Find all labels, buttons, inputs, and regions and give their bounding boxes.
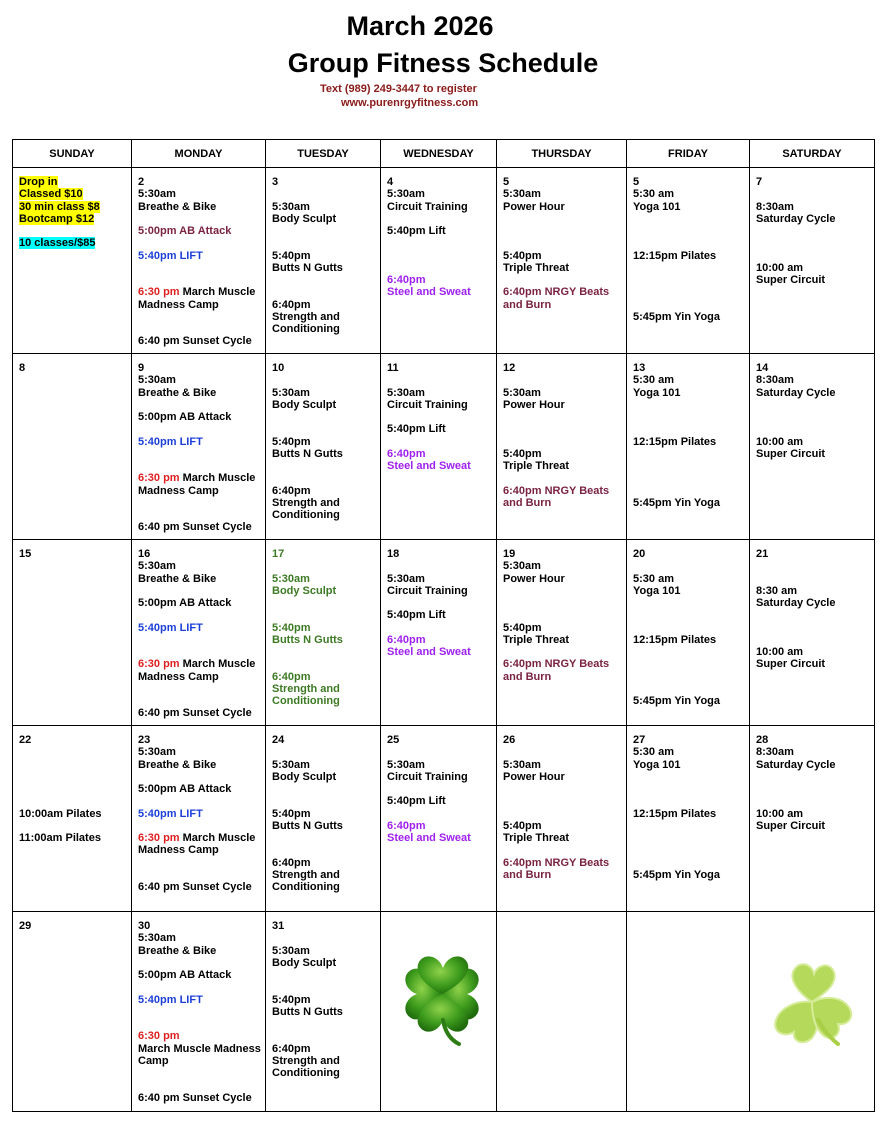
page-title-month: March 2026 [346, 11, 494, 41]
class-name: Breathe & Bike [138, 759, 217, 771]
class-time: 6:40pm [272, 485, 311, 497]
class-entry: 11:00am Pilates [19, 832, 101, 844]
class-time: 5:30am [272, 945, 310, 957]
day-number: 4 [387, 176, 394, 188]
day-header-thursday: THURSDAY [497, 140, 627, 168]
day-number: 27 [633, 734, 646, 746]
day-cell-sunday [13, 540, 132, 726]
class-time: 10:00 am [756, 262, 804, 274]
class-time: 8:30 am [756, 585, 797, 597]
class-name: Saturday Cycle [756, 759, 836, 771]
class-name: Conditioning [272, 1067, 340, 1079]
class-name: Conditioning [272, 695, 340, 707]
class-time: 5:30am [272, 573, 310, 585]
day-cell-thursday [497, 540, 627, 726]
class-name: Steel and Sweat [387, 646, 471, 658]
class-time: 5:30am [387, 188, 425, 200]
day-number: 14 [756, 362, 769, 374]
day-cell-wednesday [381, 168, 497, 354]
shamrock-icon [766, 958, 858, 1048]
class-time: 5:40pm [272, 994, 311, 1006]
class-name: Body Sculpt [272, 585, 337, 597]
class-time: 5:40pm [272, 250, 311, 262]
class-time: 6:40pm [272, 671, 311, 683]
class-name: Conditioning [272, 323, 340, 335]
class-name: Circuit Training [387, 771, 468, 783]
schedule-calendar [12, 139, 875, 1112]
day-cell-friday [627, 540, 750, 726]
class-name: Butts N Gutts [272, 634, 343, 646]
day-cell-wednesday [381, 726, 497, 912]
day-number: 26 [503, 734, 516, 746]
week-row [13, 912, 875, 1112]
class-time: 5:30am [138, 932, 176, 944]
day-number: 5 [503, 176, 510, 188]
day-number: 29 [19, 920, 32, 932]
class-time: 5:30 am [633, 374, 674, 386]
class-time: 5:30am [503, 759, 541, 771]
class-name: Butts N Gutts [272, 820, 343, 832]
class-name: Triple Threat [503, 262, 570, 274]
class-time: 10:00 am [756, 436, 804, 448]
day-cell-friday [627, 726, 750, 912]
class-name: Strength and [272, 869, 340, 881]
day-number: 5 [633, 176, 640, 188]
day-cell-wednesday [381, 540, 497, 726]
day-cell-wednesday [381, 354, 497, 540]
class-time: 6:40pm [387, 448, 426, 460]
day-header-monday: MONDAY [132, 140, 266, 168]
class-entry: 5:40pm LIFT [138, 436, 203, 448]
class-entry: 5:45pm Yin Yoga [633, 695, 721, 707]
class-name: Steel and Sweat [387, 832, 471, 844]
class-entry: 6:40 pm Sunset Cycle [138, 881, 252, 893]
class-time: 5:40pm [272, 436, 311, 448]
day-number: 10 [272, 362, 285, 374]
class-entry: 6:30 pm March Muscle [138, 658, 256, 670]
class-time: 6:40pm [387, 274, 426, 286]
day-cell-sunday [13, 912, 132, 1112]
day-number: 30 [138, 920, 151, 932]
class-entry: 6:30 pm March Muscle [138, 832, 256, 844]
class-name: Saturday Cycle [756, 597, 836, 609]
class-entry: 5:45pm Yin Yoga [633, 869, 721, 881]
class-time: 5:30 am [633, 746, 674, 758]
day-cell-tuesday [266, 912, 381, 1112]
class-entry: 5:45pm Yin Yoga [633, 311, 721, 323]
day-number: 17 [272, 548, 285, 560]
class-name: Triple Threat [503, 634, 570, 646]
price-30-min: 30 min class $8 [19, 200, 100, 213]
day-cell-saturday [750, 540, 875, 726]
day-number: 22 [19, 734, 32, 746]
class-name: Circuit Training [387, 399, 468, 411]
day-number: 31 [272, 920, 285, 932]
price-bootcamp: Bootcamp $12 [19, 213, 95, 226]
day-number: 21 [756, 548, 769, 560]
day-number: 2 [138, 176, 145, 188]
class-name: and Burn [503, 497, 552, 509]
class-time: 5:40pm [272, 622, 311, 634]
class-name: Power Hour [503, 201, 565, 213]
class-entry: 6:30 pm March Muscle [138, 286, 256, 298]
day-number: 16 [138, 548, 151, 560]
class-entry: 6:40pm NRGY Beats [503, 286, 610, 298]
class-time: 8:30am [756, 374, 794, 386]
class-name: Yoga 101 [633, 585, 681, 597]
class-time: 5:40pm [272, 808, 311, 820]
class-entry: 6:40pm NRGY Beats [503, 485, 610, 497]
class-name: Breathe & Bike [138, 945, 217, 957]
class-time: 5:40pm [503, 622, 542, 634]
class-entry: 5:40pm Lift [387, 225, 446, 237]
class-time: 5:40pm [503, 820, 542, 832]
class-name: and Burn [503, 299, 552, 311]
class-time: 5:30am [503, 387, 541, 399]
class-name: Triple Threat [503, 832, 570, 844]
class-time: 5:30am [387, 387, 425, 399]
day-cell-thursday [497, 726, 627, 912]
day-cell-monday [132, 168, 266, 354]
class-time: 5:30am [138, 746, 176, 758]
class-time: 5:30am [503, 188, 541, 200]
price-10-classes: 10 classes/$85 [19, 237, 96, 249]
class-name: Camp [138, 1055, 169, 1067]
class-time: 6:30 pm [138, 1030, 180, 1042]
week-row [13, 540, 875, 726]
day-cell-saturday [750, 726, 875, 912]
class-entry: 12:15pm Pilates [633, 808, 717, 820]
class-entry: 6:40 pm Sunset Cycle [138, 521, 252, 533]
day-cell-sunday [13, 168, 132, 354]
class-entry: 5:40pm LIFT [138, 622, 203, 634]
class-name: Conditioning [272, 881, 340, 893]
weekday-header-row [13, 140, 875, 168]
day-number: 13 [633, 362, 646, 374]
class-entry: 5:40pm Lift [387, 609, 446, 621]
class-name: Super Circuit [756, 274, 826, 286]
class-name: Conditioning [272, 509, 340, 521]
price-drop-in: Drop in [19, 176, 58, 188]
class-name: Strength and [272, 497, 340, 509]
class-name: Triple Threat [503, 460, 570, 472]
day-number: 11 [387, 362, 399, 374]
four-leaf-clover-icon [399, 950, 485, 1050]
class-entry: 5:40pm LIFT [138, 250, 203, 262]
class-name: Yoga 101 [633, 201, 681, 213]
class-name: Steel and Sweat [387, 460, 471, 472]
class-time: 5:30am [138, 374, 176, 386]
class-entry: 5:40pm LIFT [138, 808, 203, 820]
day-cell-monday [132, 354, 266, 540]
class-entry: 6:30 pm March Muscle [138, 472, 256, 484]
day-cell-tuesday [266, 540, 381, 726]
class-name: Breathe & Bike [138, 573, 217, 585]
class-time: 5:30am [138, 560, 176, 572]
class-name: Strength and [272, 311, 340, 323]
class-time: 6:40pm [272, 299, 311, 311]
day-number: 9 [138, 362, 145, 374]
day-number: 28 [756, 734, 769, 746]
class-entry: 5:45pm Yin Yoga [633, 497, 721, 509]
class-time: 5:30 am [633, 188, 674, 200]
class-time: 6:40pm [272, 857, 311, 869]
day-cell-tuesday [266, 354, 381, 540]
class-entry: 5:00pm AB Attack [138, 783, 232, 795]
day-cell-saturday [750, 168, 875, 354]
day-number: 25 [387, 734, 400, 746]
class-name: Super Circuit [756, 448, 826, 460]
day-header-saturday: SATURDAY [750, 140, 875, 168]
class-entry: 6:40pm NRGY Beats [503, 658, 610, 670]
class-name: Power Hour [503, 771, 565, 783]
class-entry: 6:40pm NRGY Beats [503, 857, 610, 869]
day-cell-friday [627, 912, 750, 1112]
class-time: 8:30am [756, 746, 794, 758]
class-name: Madness Camp [138, 485, 219, 497]
class-name: Body Sculpt [272, 399, 337, 411]
class-name: Body Sculpt [272, 771, 337, 783]
class-entry: 5:00pm AB Attack [138, 411, 232, 423]
day-cell-monday [132, 912, 266, 1112]
day-cell-wednesday [381, 912, 497, 1112]
day-cell-monday [132, 726, 266, 912]
class-name: Body Sculpt [272, 213, 337, 225]
class-time: 5:30am [387, 573, 425, 585]
day-cell-sunday [13, 726, 132, 912]
class-name: Breathe & Bike [138, 201, 217, 213]
day-number: 8 [19, 362, 26, 374]
class-name: Strength and [272, 683, 340, 695]
class-name: Circuit Training [387, 201, 468, 213]
class-name: Breathe & Bike [138, 387, 217, 399]
class-name: Yoga 101 [633, 759, 681, 771]
day-number: 15 [19, 548, 32, 560]
class-time: 5:30am [503, 560, 541, 572]
class-name: and Burn [503, 671, 552, 683]
day-header-sunday: SUNDAY [13, 140, 132, 168]
class-time: 5:40pm [503, 448, 542, 460]
class-entry: 5:00pm AB Attack [138, 225, 232, 237]
day-cell-thursday [497, 912, 627, 1112]
class-time: 5:30am [272, 759, 310, 771]
class-time: 6:40pm [272, 1043, 311, 1055]
class-entry: 12:15pm Pilates [633, 634, 717, 646]
class-time: 10:00 am [756, 646, 804, 658]
week-row [13, 726, 875, 912]
class-time: 6:40pm [387, 634, 426, 646]
class-name: Yoga 101 [633, 387, 681, 399]
day-header-wednesday: WEDNESDAY [381, 140, 497, 168]
class-name: and Burn [503, 869, 552, 881]
class-entry: 6:40 pm Sunset Cycle [138, 1092, 252, 1104]
day-cell-sunday [13, 354, 132, 540]
pricing-block [19, 176, 128, 226]
class-name: Body Sculpt [272, 957, 337, 969]
class-entry: 5:00pm AB Attack [138, 969, 232, 981]
day-cell-tuesday [266, 726, 381, 912]
price-class: Classed $10 [19, 188, 83, 201]
day-cell-saturday [750, 354, 875, 540]
class-name: Madness Camp [138, 671, 219, 683]
class-time: 5:30am [138, 188, 176, 200]
day-header-tuesday: TUESDAY [266, 140, 381, 168]
register-text: Text (989) 249-3447 to register [320, 83, 477, 95]
class-entry: 12:15pm Pilates [633, 436, 717, 448]
day-number: 12 [503, 362, 516, 374]
class-time: 5:30 am [633, 573, 674, 585]
page-title-schedule: Group Fitness Schedule [287, 48, 599, 78]
class-name: Madness Camp [138, 299, 219, 311]
class-name: Steel and Sweat [387, 286, 471, 298]
class-entry: 10:00am Pilates [19, 808, 102, 820]
class-entry: 5:00pm AB Attack [138, 597, 232, 609]
day-cell-thursday [497, 168, 627, 354]
class-entry: 12:15pm Pilates [633, 250, 717, 262]
day-cell-thursday [497, 354, 627, 540]
class-name: Madness Camp [138, 844, 219, 856]
class-time: 5:30am [272, 201, 310, 213]
class-name: Circuit Training [387, 585, 468, 597]
day-number: 24 [272, 734, 285, 746]
day-number: 20 [633, 548, 646, 560]
class-entry: 5:40pm LIFT [138, 994, 203, 1006]
class-entry: 6:40 pm Sunset Cycle [138, 335, 252, 347]
day-cell-friday [627, 168, 750, 354]
class-name: Saturday Cycle [756, 213, 836, 225]
class-name: Butts N Gutts [272, 448, 343, 460]
class-name: Strength and [272, 1055, 340, 1067]
class-time: 8:30am [756, 201, 794, 213]
website-link[interactable]: www.purenrgyfitness.com [341, 97, 479, 109]
class-name: Saturday Cycle [756, 387, 836, 399]
day-number: 19 [503, 548, 516, 560]
class-name: Butts N Gutts [272, 1006, 343, 1018]
class-entry: 6:40 pm Sunset Cycle [138, 707, 252, 719]
class-time: 5:30am [387, 759, 425, 771]
class-name: March Muscle Madness [138, 1043, 261, 1055]
class-time: 10:00 am [756, 808, 804, 820]
day-header-friday: FRIDAY [627, 140, 750, 168]
class-time: 6:40pm [387, 820, 426, 832]
week-row [13, 168, 875, 354]
class-entry: 5:40pm Lift [387, 795, 446, 807]
class-name: Power Hour [503, 573, 565, 585]
day-number: 7 [756, 176, 763, 188]
day-cell-saturday [750, 912, 875, 1112]
class-time: 5:40pm [503, 250, 542, 262]
class-entry: 5:40pm Lift [387, 423, 446, 435]
day-cell-monday [132, 540, 266, 726]
day-number: 3 [272, 176, 279, 188]
class-name: Super Circuit [756, 820, 826, 832]
day-cell-tuesday [266, 168, 381, 354]
day-cell-friday [627, 354, 750, 540]
day-number: 18 [387, 548, 400, 560]
class-name: Power Hour [503, 399, 565, 411]
class-time: 5:30am [272, 387, 310, 399]
class-name: Butts N Gutts [272, 262, 343, 274]
class-name: Super Circuit [756, 658, 826, 670]
week-row [13, 354, 875, 540]
day-number: 23 [138, 734, 151, 746]
